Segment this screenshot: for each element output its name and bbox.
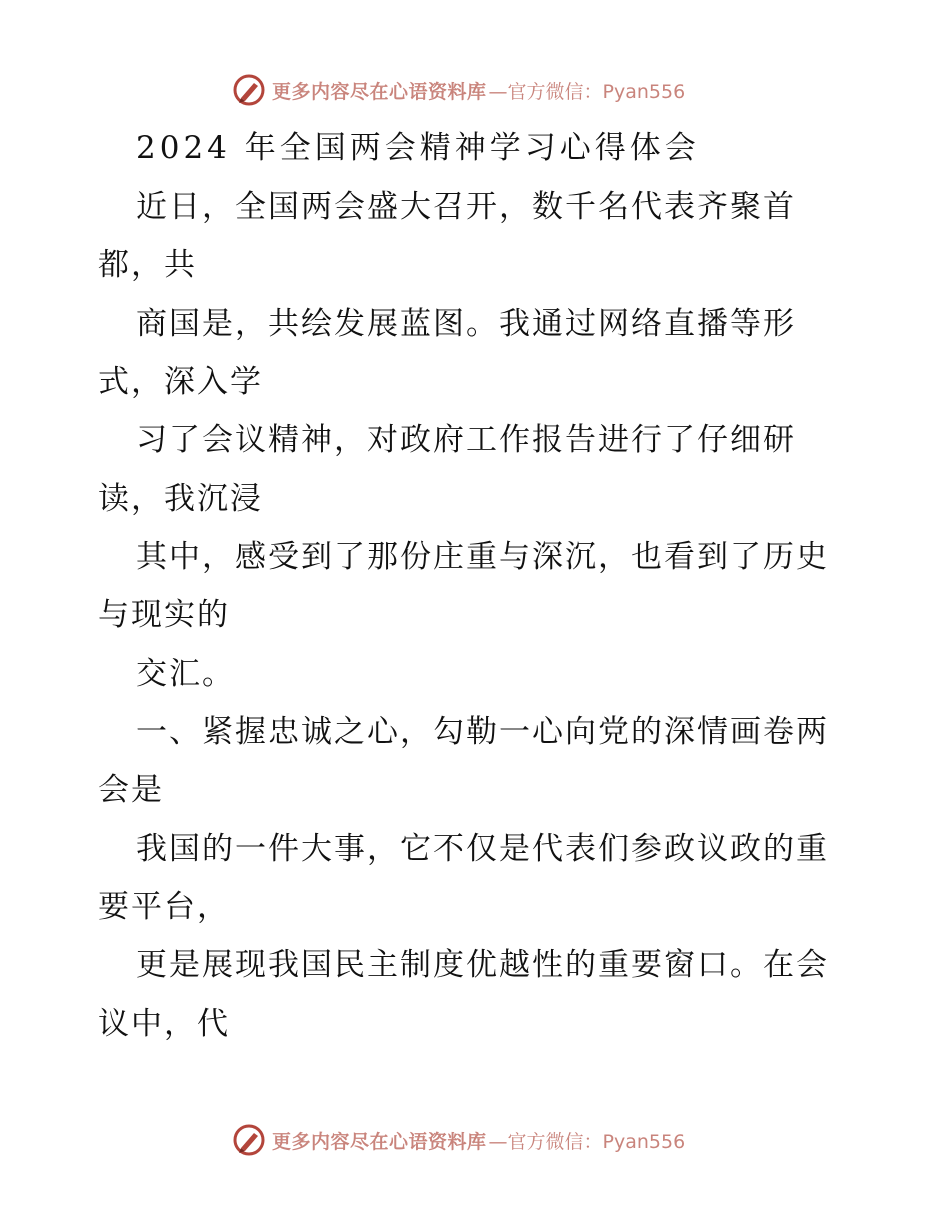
pen-logo-icon [232, 1123, 266, 1157]
pen-logo-icon [232, 73, 266, 107]
header-watermark [232, 72, 685, 108]
watermark-wechat: —官方微信：Pyan556 [488, 1130, 686, 1153]
watermark-brand: 更多内容尽在心语资料库 [272, 80, 487, 103]
footer-watermark [232, 1122, 685, 1158]
watermark-wechat: —官方微信：Pyan556 [488, 80, 686, 103]
paragraph-line: 交汇。 [136, 656, 235, 692]
paragraph-line: 商国是，共绘发展蓝图。我通过网络直播等形 [136, 306, 796, 342]
section-heading-line: 一、紧握忠诚之心，勾勒一心向党的深情画卷两 [136, 714, 829, 750]
paragraph-line: 都，共 [98, 247, 197, 283]
paragraph-line: 其中，感受到了那份庄重与深沉，也看到了历史 [136, 539, 829, 575]
watermark-brand: 更多内容尽在心语资料库 [272, 1130, 487, 1153]
paragraph-line: 要平台， [98, 889, 230, 925]
document-title: 2024 年全国两会精神学习心得体会 [136, 130, 700, 166]
paragraph-line: 会是 [98, 772, 164, 808]
paragraph-line: 议中，代 [98, 1006, 230, 1042]
paragraph-line: 与现实的 [98, 597, 230, 633]
paragraph-line: 我国的一件大事，它不仅是代表们参政议政的重 [136, 831, 829, 867]
paragraph-line: 更是展现我国民主制度优越性的重要窗口。在会 [136, 947, 829, 983]
paragraph-line: 读，我沉浸 [98, 481, 263, 517]
paragraph-line: 式，深入学 [98, 364, 263, 400]
paragraph-line: 习了会议精神，对政府工作报告进行了仔细研 [136, 422, 796, 458]
paragraph-line: 近日，全国两会盛大召开，数千名代表齐聚首 [136, 189, 796, 225]
